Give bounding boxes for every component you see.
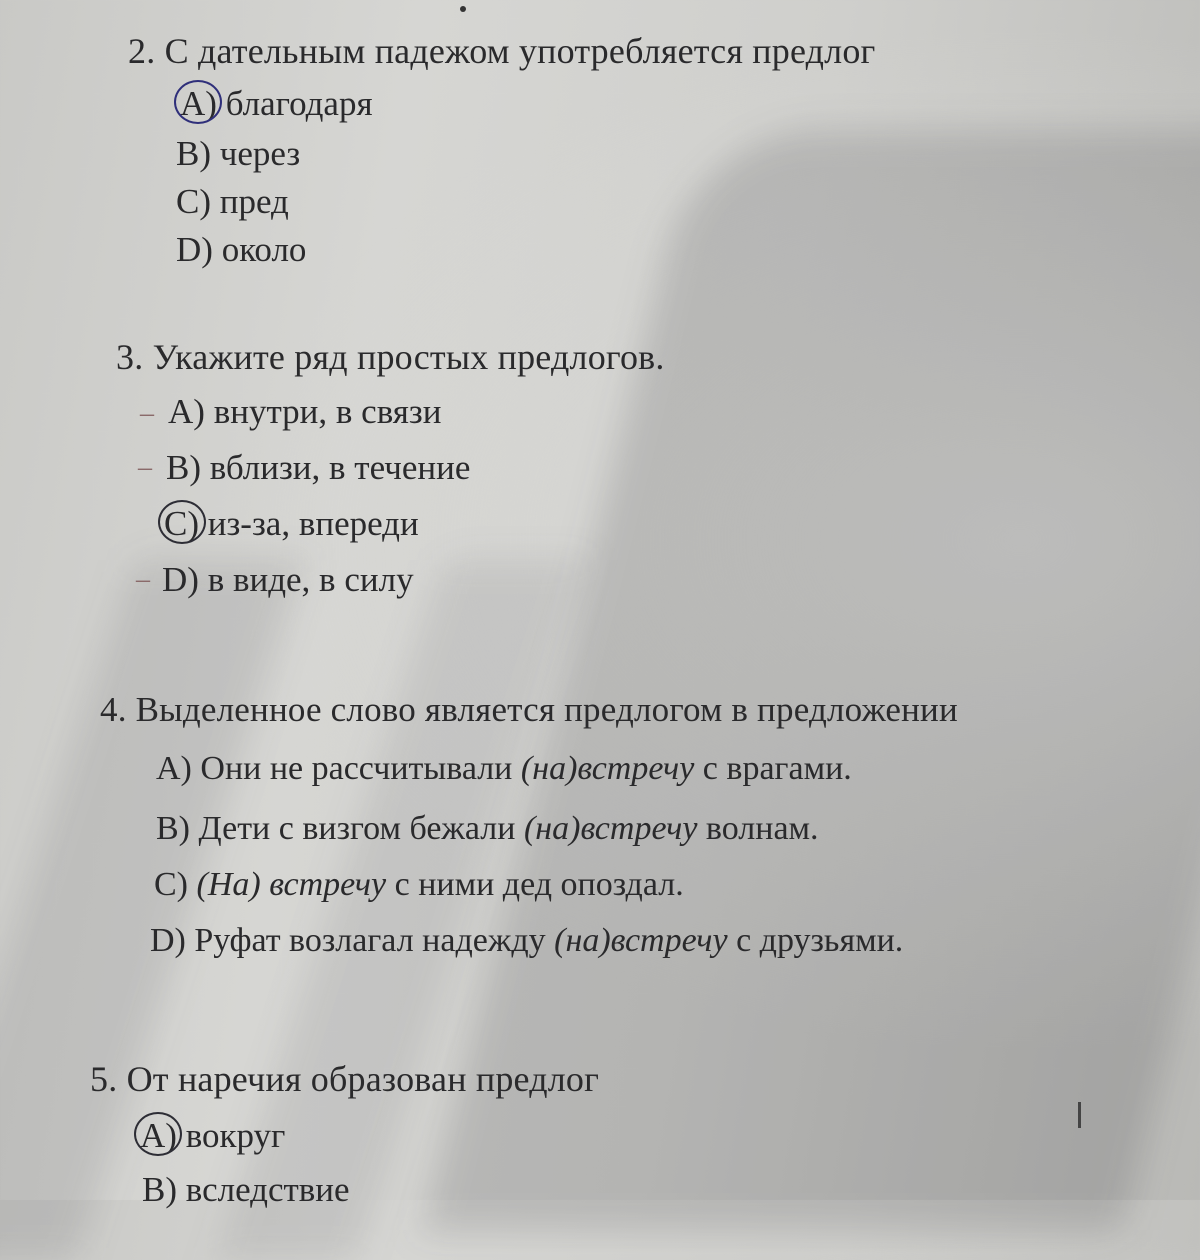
question-3-option-c[interactable]: C) из-за, впереди — [164, 504, 419, 544]
question-4-option-a[interactable]: A) Они не рассчитывали (на)встречу с врагами. — [156, 750, 852, 787]
answer-circle — [158, 500, 206, 544]
question-2-option-d[interactable]: D) около — [176, 230, 307, 269]
dash-mark: – — [140, 398, 154, 429]
question-3-option-a[interactable]: A) внутри, в связи — [168, 392, 442, 431]
question-2-option-c[interactable]: C) пред — [176, 182, 289, 221]
question-3-title: 3. Укажите ряд простых предлогов. — [116, 337, 665, 377]
option-letter: A) — [140, 1116, 177, 1156]
question-4-option-b[interactable]: B) Дети с визгом бежали (на)встречу волнам. — [156, 810, 819, 847]
answer-circle — [134, 1112, 182, 1156]
ink-dot — [460, 6, 466, 12]
pen-tick-mark — [1078, 1102, 1081, 1128]
question-5-title: 5. От наречия образован предлог — [90, 1059, 600, 1099]
question-4-option-d[interactable]: D) Руфат возлагал надежду (на)встречу с друзьями. — [150, 922, 904, 959]
answer-circle — [174, 80, 222, 124]
question-4-option-c[interactable]: C) (На) встречу с ними дед опоздал. — [154, 866, 684, 903]
question-3-option-d[interactable]: D) в виде, в силу — [162, 560, 414, 599]
option-letter: A) — [180, 84, 217, 124]
question-2-option-a[interactable]: A) благодаря — [180, 84, 373, 124]
question-5-option-b[interactable]: B) вследствие — [142, 1170, 350, 1209]
question-3-option-b[interactable]: B) вблизи, в течение — [166, 448, 471, 487]
option-letter: C) — [164, 504, 199, 544]
dash-mark: – — [136, 564, 150, 595]
question-2-title: 2. С дательным падежом употребляется предлог — [128, 31, 876, 71]
question-2-option-b[interactable]: B) через — [176, 134, 301, 173]
question-5-option-a[interactable]: A) вокруг — [140, 1116, 285, 1156]
dash-mark: – — [138, 452, 152, 483]
question-4-title: 4. Выделенное слово является предлогом в предложении — [100, 690, 958, 729]
